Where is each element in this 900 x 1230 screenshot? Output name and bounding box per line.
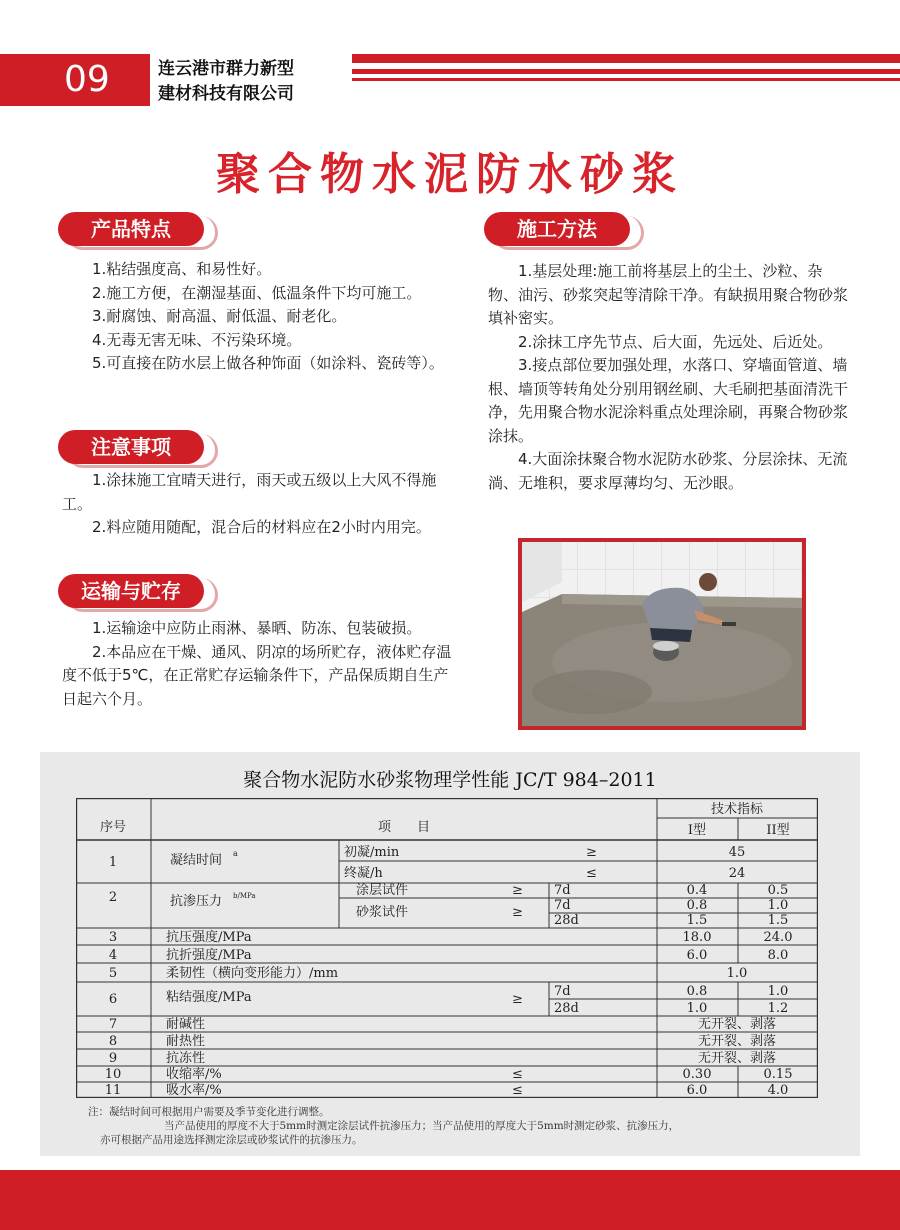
row-value: 1.0: [726, 966, 748, 981]
method-text: [488, 260, 850, 495]
header-stripe: [352, 69, 900, 74]
worker-applying-mortar-image: [522, 542, 802, 726]
row-op: ≤: [512, 1067, 523, 1082]
paragraph: 2.料应随用随配，混合后的材料应在2小时内用完。: [92, 518, 431, 536]
row-value: 45: [728, 845, 746, 860]
row-no: 11: [104, 1083, 122, 1098]
row-superscript: b/MPa: [233, 892, 256, 900]
company-name-line2: 建材科技有限公司: [158, 84, 294, 104]
row-value-type1: 0.30: [682, 1067, 712, 1082]
row-value-type2: 0.15: [763, 1067, 793, 1082]
row-value-type2: 1.0: [767, 898, 789, 913]
paragraph: 1.基层处理:施工前将基层上的尘土、沙粒、杂物、油污、砂浆突起等清除干净。有缺损用聚合物砂浆填补密实。: [488, 262, 849, 327]
construction-photo: [518, 538, 806, 730]
row-no: 10: [104, 1067, 122, 1082]
row-age: 7d: [554, 883, 571, 898]
paragraph: 5.可直接在防水层上做各种饰面（如涂料、瓷砖等）。: [92, 354, 444, 372]
row-value: 无开裂、剥落: [697, 1017, 776, 1032]
row-value-type2: 1.5: [767, 913, 789, 928]
row-name: 抗冻性: [166, 1051, 206, 1066]
row-value: 无开裂、剥落: [697, 1034, 776, 1049]
col-header-item: 项 目: [377, 820, 431, 835]
row-no: 9: [108, 1051, 118, 1066]
header-stripe: [352, 54, 900, 63]
row-sub: 涂层试件: [356, 883, 409, 898]
notes-text: [62, 469, 452, 540]
row-sub: 砂浆试件: [356, 905, 409, 920]
header-stripe: [352, 78, 900, 81]
row-name: 抗压强度/MPa: [166, 930, 252, 945]
row-op: ≤: [512, 1083, 523, 1098]
row-name: 凝结时间: [170, 853, 223, 868]
col-header-type2: II型: [766, 823, 790, 838]
col-header-tech: 技术指标: [710, 802, 764, 817]
row-no: 1: [108, 855, 118, 870]
company-name-line1: 连云港市群力新型: [158, 59, 294, 79]
paragraph: 3.耐腐蚀、耐高温、耐低温、耐老化。: [92, 307, 347, 325]
row-op: ≥: [512, 905, 523, 920]
row-op: ≥: [512, 992, 523, 1007]
row-sub: 终凝/h: [344, 866, 383, 881]
row-value: 24: [728, 866, 746, 881]
row-op: ≥: [586, 845, 597, 860]
row-value-type2: 8.0: [767, 948, 789, 963]
paragraph: 1.粘结强度高、和易性好。: [92, 260, 272, 278]
transport-text: [62, 617, 452, 711]
spec-table-grid: [76, 798, 818, 1098]
row-sub: 初凝/min: [344, 845, 400, 860]
row-no: 7: [108, 1017, 118, 1032]
row-name: 抗渗压力: [170, 894, 223, 909]
row-value-type2: 24.0: [763, 930, 793, 945]
footer-bar: [0, 1170, 900, 1230]
row-value-type2: 1.2: [767, 1001, 789, 1016]
paragraph: 3.接点部位要加强处理，水落口、穿墙面管道、墙根、墙顶等转角处分别用钢丝刷、大毛刷把基面清洗干净，先用聚合物水泥涂料重点处理涂刷，再聚合物砂浆涂抹。: [488, 356, 849, 445]
row-value-type1: 0.8: [686, 984, 708, 999]
page-number: 09: [64, 59, 110, 100]
paragraph: 1.运输途中应防止雨淋、暴晒、防冻、包装破损。: [92, 619, 422, 637]
row-age: 28d: [554, 913, 579, 928]
row-no: 8: [108, 1034, 118, 1049]
row-value: 无开裂、剥落: [697, 1051, 776, 1066]
paragraph: 4.无毒无害无味、不污染环境。: [92, 330, 302, 349]
row-name: 抗折强度/MPa: [166, 948, 252, 963]
row-op: ≤: [586, 866, 597, 881]
section-heading-method: 施工方法: [484, 212, 630, 246]
spec-table-title: 聚合物水泥防水砂浆物理学性能 JC/T 984–2011: [243, 769, 657, 791]
paragraph: 2.涂抹工序先节点、后大面，先远处、后近处。: [518, 332, 833, 351]
row-value-type1: 6.0: [686, 948, 708, 963]
row-name: 收缩率/%: [166, 1067, 222, 1082]
row-age: 7d: [554, 984, 571, 999]
col-header-type1: I型: [687, 823, 707, 838]
table-note: 当产品使用的厚度不大于5mm时测定涂层试件抗渗压力；当产品使用的厚度大于5mm时测定砂浆、抗渗压力，: [164, 1120, 680, 1132]
row-age: 7d: [554, 898, 571, 913]
row-value-type2: 1.0: [767, 984, 789, 999]
row-no: 4: [108, 948, 118, 963]
row-value-type2: 4.0: [767, 1083, 789, 1098]
row-superscript: a: [233, 849, 238, 858]
table-note: 亦可根据产品用途选择测定涂层或砂浆试件的抗渗压力。: [100, 1134, 363, 1146]
row-value-type2: 0.5: [767, 883, 789, 898]
row-value-type1: 1.5: [686, 913, 708, 928]
table-note: 注：凝结时间可根据用户需要及季节变化进行调整。: [88, 1106, 330, 1118]
row-name: 耐碱性: [166, 1017, 206, 1032]
section-heading-features: 产品特点: [58, 212, 204, 246]
row-name: 耐热性: [166, 1034, 206, 1049]
paragraph: 2.本品应在干燥、通风、阴凉的场所贮存，液体贮存温度不低于5℃，在正常贮存运输条件下，产品保质期自生产日起六个月。: [62, 642, 452, 708]
row-no: 5: [108, 966, 118, 981]
section-heading-transport: 运输与贮存: [58, 574, 204, 608]
row-name: 吸水率/%: [166, 1083, 222, 1098]
company-name: [158, 57, 294, 107]
paragraph: 1.涂抹施工宜晴天进行，雨天或五级以上大风不得施工。: [62, 471, 437, 513]
row-no: 2: [108, 890, 118, 905]
col-header-seq: 序号: [99, 820, 127, 835]
row-op: ≥: [512, 883, 523, 898]
row-value-type1: 1.0: [686, 1001, 708, 1016]
paragraph: 2.施工方便，在潮湿基面、低温条件下均可施工。: [92, 283, 422, 302]
row-value-type1: 0.4: [686, 883, 708, 898]
row-age: 28d: [554, 1001, 579, 1016]
row-name: 粘结强度/MPa: [166, 990, 252, 1005]
section-heading-notes: 注意事项: [58, 430, 204, 464]
row-no: 3: [108, 930, 118, 945]
row-no: 6: [108, 992, 118, 1007]
row-value-type1: 6.0: [686, 1083, 708, 1098]
paragraph: 4.大面涂抹聚合物水泥防水砂浆、分层涂抹、无流淌、无堆积，要求厚薄均匀、无沙眼。: [488, 450, 848, 492]
features-text: [62, 258, 452, 376]
spec-table: [76, 798, 818, 1098]
row-value-type1: 0.8: [686, 898, 708, 913]
row-value-type1: 18.0: [682, 930, 712, 945]
page-title: 聚合物水泥防水砂浆: [216, 149, 684, 200]
row-name: 柔韧性（横向变形能力）/mm: [166, 966, 339, 981]
